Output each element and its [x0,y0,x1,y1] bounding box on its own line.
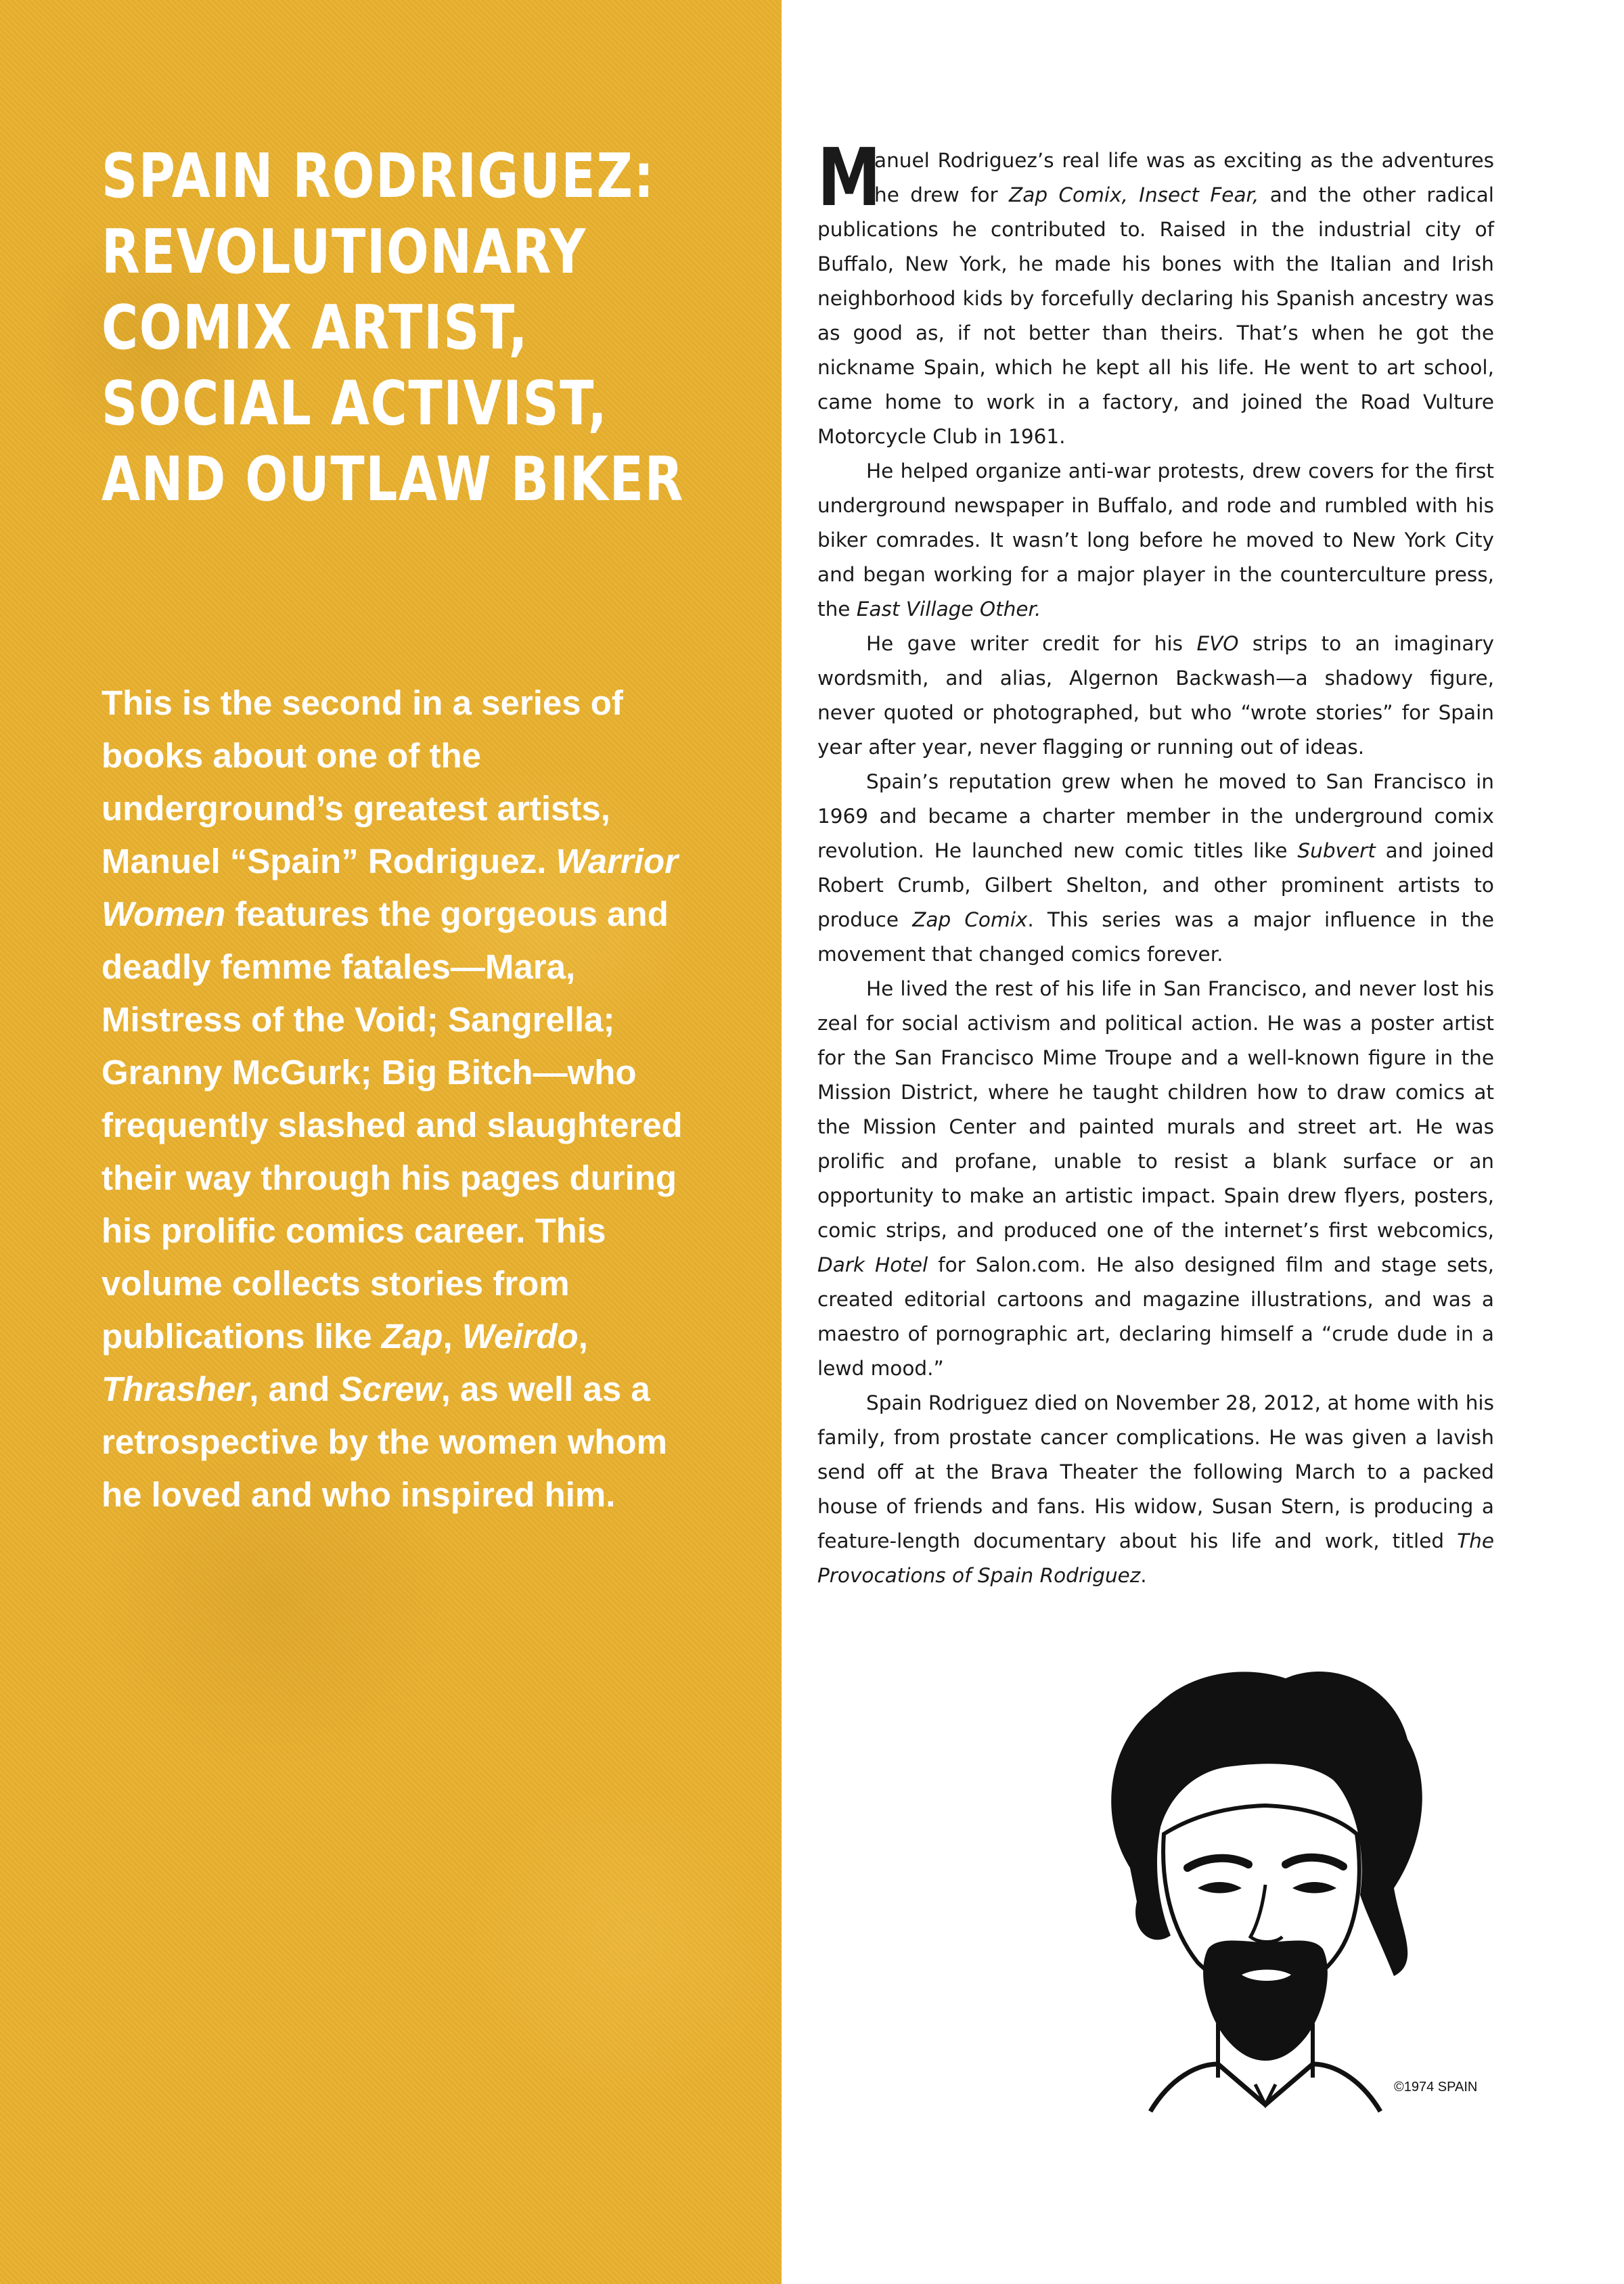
article-paragraph-3 [817,627,1494,765]
blurb-title-zap: Zap [381,1317,443,1356]
para5-text-c: for Salon.com. He also designed film and stage sets, created editorial cartoons and magazine illustrations, and was a maestro of pornographic art, declaring himself a “crude dude in a lewd mood.” [817,1253,1494,1380]
para1-text-a: anuel Rodriguez’s real life was as exciting as the adventures he drew for [874,149,1494,206]
article-paragraph-1 [817,131,1494,454]
portrait-signature: ©1974 SPAIN [1394,2080,1478,2095]
para1-titles: Zap Comix, Insect Fear, [1009,183,1259,206]
para6-title: The Provocations of Spain Rodriguez [817,1529,1494,1587]
headline-line-2: REVOLUTIONARY [102,217,587,288]
blurb-sep-1: , [443,1317,462,1356]
blurb-text-2: features the gorgeous and deadly femme fatales—Mara, Mistress of the Void; Sangrella; Granny McGurk; Big Bitch—who frequently slashed and slaughtered their way through his pages during his prolific comics career. This volume collects stories from publications like [102,895,683,1356]
blurb [102,677,697,1521]
article-paragraph-2 [817,454,1494,627]
blurb-title-weirdo: Weirdo [461,1317,579,1356]
para4-text-a: Spain’s reputation grew when he moved to San Francisco in 1969 and became a charter member in the underground comix revolution. He launched new comic titles like [817,770,1494,862]
blurb-sep-3: , and [249,1370,340,1408]
article-body [817,131,1495,1593]
blurb-title-warrior-women: Warrior Women [102,842,678,933]
article-paragraph-6 [817,1386,1494,1593]
para2-text-a: He helped organize anti-war protests, drew covers for the first underground newspaper in Buffalo, and rode and rumbled with his biker comrades. It wasn’t long before he moved to New York City and began working for a major player in the counterculture press, the [817,460,1494,621]
article-paragraph-4 [817,765,1494,972]
para3-title: EVO [1196,632,1239,655]
portrait-illustration [1015,1644,1502,2118]
headline-line-3: COMIX ARTIST, [102,292,529,363]
headline-line-1: SPAIN RODRIGUEZ: [102,141,655,212]
blurb-title-screw: Screw [339,1370,441,1408]
article-paragraph-5 [817,972,1494,1386]
para5-text-a: He lived the rest of his life in San Francisco, and never lost his zeal for social activism and political action. He was a poster artist for the San Francisco Mime Troupe and a well-known figure in the Mission District, where he taught children how to draw comics at the Mission Center and painted murals and street art. He was prolific and profane, unable to resist a blank surface or an opportunity to make an artistic impact. Spain drew flyers, posters, comic strips, and produced one of the internet’s first webcomics, [817,977,1494,1242]
blurb-text-1: This is the second in a series of books about one of the underground’s greatest artists, Manuel “Spain” Rodriguez. [102,684,623,880]
portrait-beard [1203,1941,1328,2061]
para4-title-subvert: Subvert [1297,839,1376,862]
headline [102,139,685,518]
para1-text-c: and the other radical publications he contributed to. Raised in the industrial city of Buffalo, New York, he made his bones with the Italian and Irish neighborhood kids by forcefully declaring his Spanish ancestry was as good as, if not better than theirs. That’s when he got the nickname Spain, which he kept all his life. He went to art school, came home to work in a factory, and joined the Road Vulture Motorcycle Club in 1961. [817,183,1494,448]
blurb-text-3: , as well as a retrospective by the women whom he loved and who inspired him. [102,1370,668,1514]
headline-line-5: AND OUTLAW BIKER [102,444,685,515]
blurb-title-thrasher: Thrasher [102,1370,250,1408]
para3-text-a: He gave writer credit for his [866,632,1197,655]
para4-text-c: and joined Robert Crumb, Gilbert Shelton, and other prominent artists to produce [817,839,1494,931]
para6-text-a: Spain Rodriguez died on November 28, 2012, at home with his family, from prostate cancer complications. He was given a lavish send off at the Brava Theater the following March to a packed house of friends and fans. His widow, Susan Stern, is producing a feature-length documentary about his life and work, titled [817,1391,1494,1552]
para4-title-zap-comix: Zap Comix [912,908,1028,931]
para6-text-c: . [1140,1564,1147,1587]
blurb-sep-2: , [578,1317,588,1356]
para5-title: Dark Hotel [817,1253,928,1276]
para2-title: East Village Other. [856,598,1041,621]
para3-text-c: strips to an imaginary wordsmith, and alias, Algernon Backwash—a shadowy figure, never quoted or photographed, but who “wrote stories” for Spain year after year, never flagging or running out of ideas. [817,632,1495,759]
drop-cap: M [817,131,881,224]
headline-line-4: SOCIAL ACTIVIST, [102,368,608,439]
left-panel [0,0,782,2284]
para4-text-e: . This series was a major influence in the movement that changed comics forever. [817,908,1494,966]
